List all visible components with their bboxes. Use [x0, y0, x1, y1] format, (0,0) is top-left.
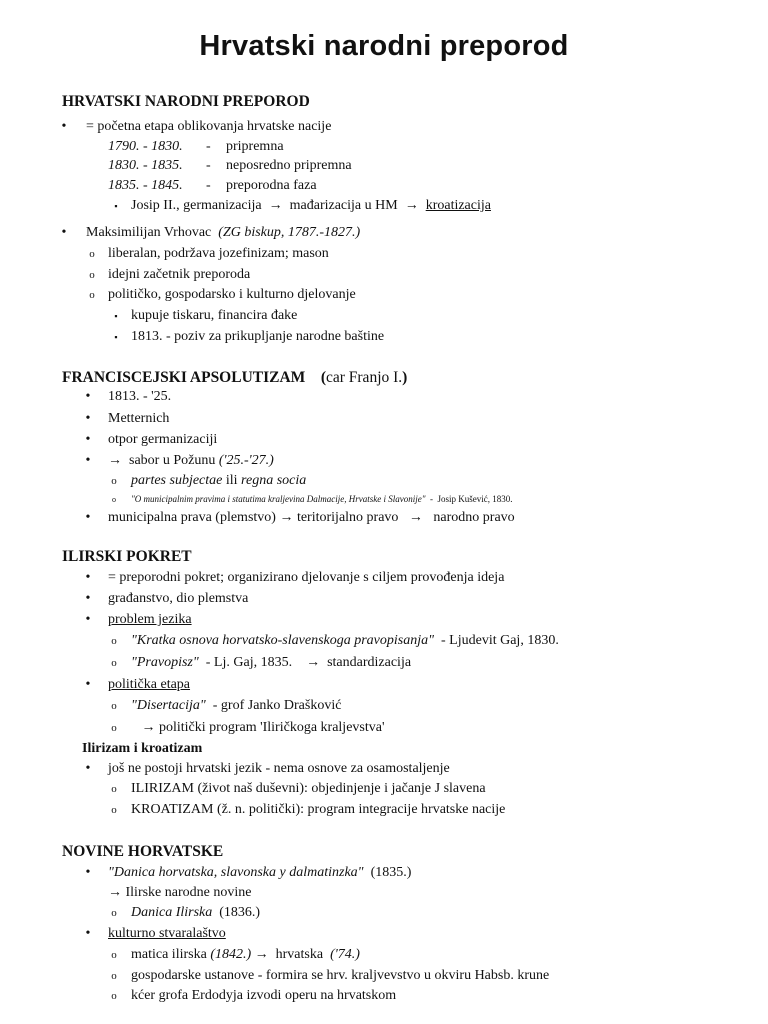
matica-line: matica ilirska (1842.) → hrvatska ('74.) — [131, 947, 360, 962]
list-item: Metternich — [108, 411, 170, 426]
list-item: otpor germanizaciji — [108, 432, 218, 447]
bullet-disc: • — [85, 677, 91, 692]
list-item: političko, gospodarsko i kulturno djelovanje — [108, 287, 356, 302]
bullet-circle: o — [111, 907, 117, 919]
bullet-circle: o — [112, 495, 116, 504]
list-item: "Disertacija" - grof Janko Drašković — [131, 698, 342, 713]
list-item: kćer grofa Erdodyja izvodi operu na hrvatskom — [131, 988, 397, 1003]
list-item: građanstvo, dio plemstva — [108, 591, 249, 606]
bullet-square: ▪ — [114, 201, 118, 211]
bullet-circle: o — [111, 657, 117, 669]
kulturno-heading: kulturno stvaralaštvo — [108, 926, 226, 941]
list-item: "Kratka osnova horvatsko-slavenskoga pravopisanja" - Ljudevit Gaj, 1830. — [131, 633, 559, 648]
bullet-disc: • — [85, 453, 91, 468]
list-item: ILIRIZAM (život naš duševni): objedinjenje i jačanje J slavena — [131, 781, 486, 796]
bullet-circle: o — [111, 635, 117, 647]
period-row: 1830. - 1835. - neposredno pripremna — [108, 158, 352, 173]
bullet-circle: o — [111, 949, 117, 961]
subheading-ilirizam: Ilirizam i kroatizam — [82, 741, 203, 756]
period-row: 1790. - 1830. - pripremna — [108, 139, 284, 154]
bullet-square: ▪ — [114, 311, 118, 321]
list-item: KROATIZAM (ž. n. politički): program integracije hrvatske nacije — [131, 802, 506, 817]
sabor-line: → sabor u Požunu ('25.-'27.) — [108, 453, 274, 468]
list-item: 1813. - '25. — [108, 389, 172, 404]
list-item: 1813. - poziv za prikupljanje narodne baštine — [131, 329, 385, 344]
bullet-disc: • — [85, 389, 91, 404]
list-item: kupuje tiskaru, financira đake — [131, 308, 298, 323]
bullet-disc: • — [85, 761, 91, 776]
citation-line: "O municipalnim pravima i statutima kraljevina Dalmacije, Hrvatske i Slavonije" - Josip Kušević, 1830. — [131, 494, 513, 504]
section-heading-apsolutizam: FRANCISCEJSKI APSOLUTIZAM (car Franjo I.) — [62, 369, 408, 386]
bullet-disc: • — [85, 612, 91, 627]
bullet-disc: • — [85, 591, 91, 606]
bullet-circle: o — [89, 248, 95, 260]
bullet-circle: o — [111, 700, 117, 712]
bullet-circle: o — [111, 990, 117, 1002]
section-heading-preporod: HRVATSKI NARODNI PREPOROD — [62, 93, 310, 110]
list-item: liberalan, podržava jozefinizam; mason — [108, 246, 329, 261]
bullet-circle: o — [89, 269, 95, 281]
bullet-disc: • — [85, 432, 91, 447]
intro-line: = početna etapa oblikovanja hrvatske nacije — [86, 119, 332, 134]
bullet-circle: o — [111, 722, 117, 734]
list-item: "Pravopisz" - Lj. Gaj, 1835. → standardizacija — [131, 655, 412, 670]
ilirske-line: → Ilirske narodne novine — [108, 885, 252, 900]
bullet-disc: • — [85, 510, 91, 525]
section-heading-novine: NOVINE HORVATSKE — [62, 843, 224, 860]
list-item: idejni začetnik preporoda — [108, 267, 251, 282]
jezik-heading: problem jezika — [108, 612, 192, 627]
bullet-circle: o — [111, 475, 117, 487]
bullet-disc: • — [61, 225, 67, 240]
section-heading-ilirski: ILIRSKI POKRET — [62, 548, 192, 565]
page-title: Hrvatski narodni preporod — [199, 30, 569, 62]
politicka-heading: politička etapa — [108, 677, 191, 692]
bullet-circle: o — [111, 783, 117, 795]
bullet-disc: • — [85, 865, 91, 880]
bullet-square: ▪ — [114, 332, 118, 342]
period-row: 1835. - 1845. - preporodna faza — [108, 178, 317, 193]
bullet-disc: • — [85, 411, 91, 426]
danica-line: "Danica horvatska, slavonska y dalmatinzka" (1835.) — [108, 865, 412, 880]
danica-ilirska-line: Danica Ilirska (1836.) — [131, 905, 261, 920]
bullet-disc: • — [85, 570, 91, 585]
bullet-circle: o — [111, 804, 117, 816]
bullet-disc: • — [85, 926, 91, 941]
pravo-line: municipalna prava (plemstvo) → teritorijalno pravo → narodno pravo — [108, 510, 515, 525]
list-item: = preporodni pokret; organizirano djelovanje s ciljem provođenja ideja — [108, 570, 505, 585]
list-item: gospodarske ustanove - formira se hrv. kraljvevstvo u okviru Habsb. krune — [131, 968, 550, 983]
partes-line: partes subjectae ili regna socia — [131, 473, 307, 488]
list-item: još ne postoji hrvatski jezik - nema osnove za osamostaljenje — [108, 761, 450, 776]
bullet-circle: o — [111, 970, 117, 982]
bullet-circle: o — [89, 289, 95, 301]
chain-line: Josip II., germanizacija → mađarizacija u HM → kroatizacija — [131, 198, 491, 213]
list-item: → politički program 'Iliričkoga kraljevstva' — [141, 720, 385, 735]
vrhovac-line: Maksimilijan Vrhovac (ZG biskup, 1787.-1827.) — [86, 225, 361, 240]
bullet-disc: • — [61, 119, 67, 134]
